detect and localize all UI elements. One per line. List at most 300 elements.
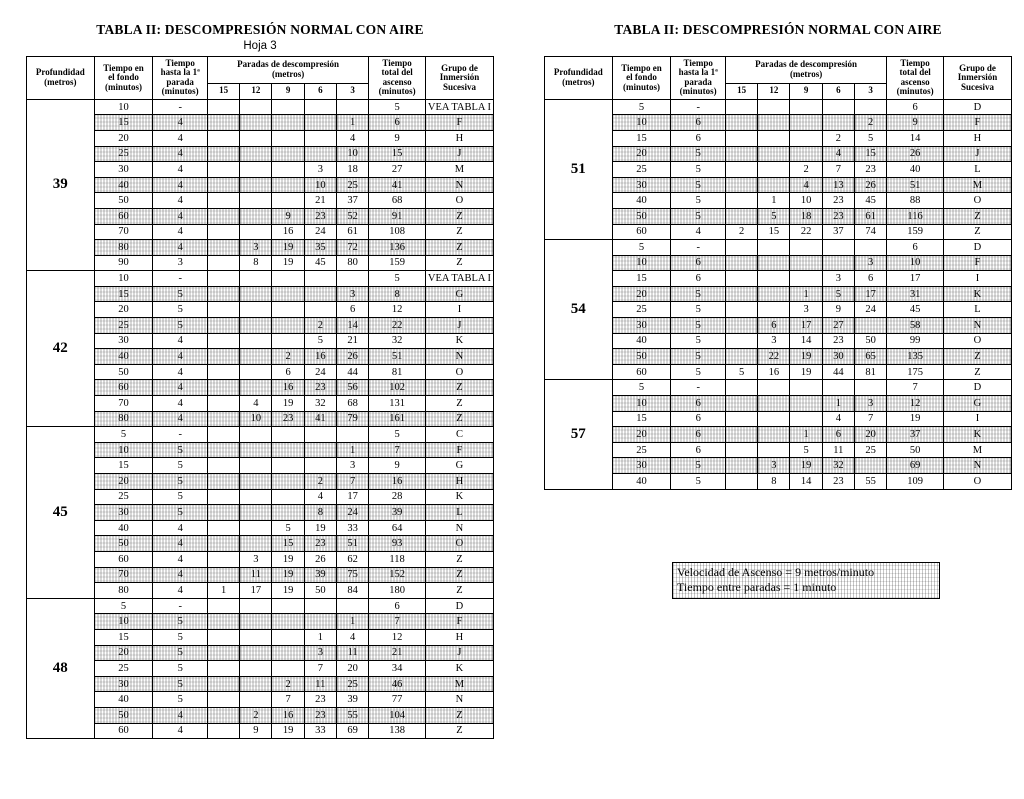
cell-stop-15 xyxy=(207,723,239,739)
cell-total-ascent: 88 xyxy=(887,193,944,209)
header-time-to-first-stop: Tiempo hasta la 1ª parada (minutos) xyxy=(671,57,726,100)
header-stop-9: 9 xyxy=(790,83,822,99)
cell-bottom-time: 25 xyxy=(612,442,671,458)
cell-stop-6 xyxy=(304,458,336,474)
cell-stop-12 xyxy=(240,629,272,645)
cell-stop-3: 6 xyxy=(855,271,887,287)
cell-stop-9: 22 xyxy=(790,224,822,240)
table-row xyxy=(545,146,1012,162)
cell-time-to-first-stop: 5 xyxy=(153,692,208,708)
cell-bottom-time: 80 xyxy=(94,583,153,599)
cell-stop-15 xyxy=(207,614,239,630)
cell-stop-12 xyxy=(240,130,272,146)
cell-stop-9 xyxy=(272,645,304,661)
cell-total-ascent: 10 xyxy=(887,255,944,271)
cell-stop-15 xyxy=(725,208,757,224)
cell-stop-6: 2 xyxy=(822,130,854,146)
cell-bottom-time: 50 xyxy=(94,707,153,723)
cell-repetitive-group: I xyxy=(943,271,1011,287)
right-title-spacer xyxy=(544,40,1012,56)
cell-stop-12 xyxy=(758,380,790,396)
cell-bottom-time: 10 xyxy=(94,614,153,630)
table-row xyxy=(545,396,1012,412)
cell-stop-6: 10 xyxy=(304,177,336,193)
header-row-1 xyxy=(545,57,1012,84)
cell-stop-6: 2 xyxy=(304,318,336,334)
cell-bottom-time: 25 xyxy=(612,162,671,178)
cell-stop-9 xyxy=(272,302,304,318)
cell-time-to-first-stop: 5 xyxy=(153,645,208,661)
cell-stop-15 xyxy=(725,193,757,209)
table-row xyxy=(27,286,494,302)
table-row xyxy=(545,302,1012,318)
cell-bottom-time: 60 xyxy=(94,208,153,224)
cell-stop-9 xyxy=(272,333,304,349)
cell-stop-15: 1 xyxy=(207,583,239,599)
table-row xyxy=(27,645,494,661)
cell-stop-6: 23 xyxy=(304,536,336,552)
cell-stop-9: 16 xyxy=(272,380,304,396)
cell-stop-6 xyxy=(304,146,336,162)
cell-stop-9: 2 xyxy=(790,162,822,178)
table-row xyxy=(27,629,494,645)
cell-bottom-time: 50 xyxy=(94,536,153,552)
table-row xyxy=(27,723,494,739)
cell-stop-3: 79 xyxy=(337,411,369,427)
cell-time-to-first-stop: 6 xyxy=(671,271,726,287)
cell-stop-15 xyxy=(207,208,239,224)
cell-stop-6: 24 xyxy=(304,364,336,380)
cell-total-ascent: 12 xyxy=(369,629,426,645)
cell-stop-15 xyxy=(207,302,239,318)
cell-time-to-first-stop: 4 xyxy=(153,364,208,380)
header-stop-15: 15 xyxy=(207,83,239,99)
cell-bottom-time: 50 xyxy=(94,364,153,380)
cell-stop-15 xyxy=(207,286,239,302)
cell-total-ascent: 159 xyxy=(887,224,944,240)
cell-stop-3: 68 xyxy=(337,396,369,412)
cell-total-ascent: 40 xyxy=(887,162,944,178)
cell-repetitive-group: O xyxy=(425,193,493,209)
cell-depth: 39 xyxy=(27,99,95,271)
table-row xyxy=(545,193,1012,209)
cell-time-to-first-stop: 5 xyxy=(153,318,208,334)
cell-stop-12 xyxy=(240,286,272,302)
cell-time-to-first-stop: 5 xyxy=(671,333,726,349)
header-repetitive-group: Grupo de Inmersión Sucesiva xyxy=(425,57,493,100)
cell-stop-12 xyxy=(758,130,790,146)
cell-time-to-first-stop: 4 xyxy=(153,380,208,396)
cell-stop-6 xyxy=(822,240,854,256)
cell-stop-6: 3 xyxy=(304,162,336,178)
cell-stop-3: 7 xyxy=(855,411,887,427)
cell-stop-6: 23 xyxy=(822,208,854,224)
cell-stop-12: 8 xyxy=(240,255,272,271)
header-stop-6: 6 xyxy=(304,83,336,99)
cell-stop-15 xyxy=(207,505,239,521)
cell-stop-6: 4 xyxy=(822,146,854,162)
cell-time-to-first-stop: 4 xyxy=(153,240,208,256)
table-row xyxy=(27,583,494,599)
table-row xyxy=(27,551,494,567)
cell-stop-15 xyxy=(725,442,757,458)
cell-time-to-first-stop: 5 xyxy=(153,442,208,458)
cell-repetitive-group: Z xyxy=(425,567,493,583)
cell-stop-3: 17 xyxy=(337,489,369,505)
cell-stop-6 xyxy=(304,115,336,131)
cell-stop-9: 18 xyxy=(790,208,822,224)
cell-stop-12 xyxy=(758,302,790,318)
cell-stop-6: 9 xyxy=(822,302,854,318)
cell-stop-9 xyxy=(790,146,822,162)
cell-depth: 48 xyxy=(27,598,95,738)
table-row xyxy=(27,349,494,365)
cell-stop-6: 39 xyxy=(304,567,336,583)
cell-time-to-first-stop: 5 xyxy=(671,349,726,365)
cell-stop-15 xyxy=(207,567,239,583)
table-row xyxy=(27,115,494,131)
cell-repetitive-group: Z xyxy=(425,411,493,427)
table-row xyxy=(27,676,494,692)
cell-bottom-time: 25 xyxy=(612,302,671,318)
cell-bottom-time: 20 xyxy=(94,474,153,490)
cell-stop-9 xyxy=(790,411,822,427)
cell-repetitive-group: D xyxy=(943,240,1011,256)
cell-stop-15 xyxy=(725,162,757,178)
cell-repetitive-group: M xyxy=(943,442,1011,458)
cell-total-ascent: 19 xyxy=(887,411,944,427)
cell-stop-15 xyxy=(207,333,239,349)
cell-total-ascent: 180 xyxy=(369,583,426,599)
cell-total-ascent: 64 xyxy=(369,520,426,536)
cell-stop-12: 2 xyxy=(240,707,272,723)
cell-bottom-time: 30 xyxy=(94,505,153,521)
cell-total-ascent: 9 xyxy=(369,130,426,146)
cell-stop-15 xyxy=(207,99,239,115)
cell-total-ascent: 5 xyxy=(369,427,426,443)
cell-stop-9: 19 xyxy=(790,349,822,365)
header-depth: Profundidad (metros) xyxy=(545,57,613,100)
cell-stop-9 xyxy=(272,115,304,131)
cell-stop-3 xyxy=(855,318,887,334)
cell-bottom-time: 25 xyxy=(94,318,153,334)
cell-stop-6: 23 xyxy=(304,208,336,224)
cell-stop-6: 16 xyxy=(304,349,336,365)
cell-time-to-first-stop: - xyxy=(153,271,208,287)
cell-stop-12: 4 xyxy=(240,396,272,412)
table-row xyxy=(27,489,494,505)
cell-stop-12 xyxy=(240,676,272,692)
table-row xyxy=(27,318,494,334)
cell-stop-12 xyxy=(240,193,272,209)
cell-stop-3: 75 xyxy=(337,567,369,583)
cell-bottom-time: 5 xyxy=(612,99,671,115)
cell-total-ascent: 6 xyxy=(887,99,944,115)
cell-repetitive-group: L xyxy=(943,302,1011,318)
cell-repetitive-group: F xyxy=(425,115,493,131)
cell-stop-3: 1 xyxy=(337,115,369,131)
cell-stop-15 xyxy=(207,458,239,474)
cell-repetitive-group: K xyxy=(425,661,493,677)
cell-stop-9 xyxy=(790,380,822,396)
cell-stop-3: 2 xyxy=(855,115,887,131)
cell-stop-15 xyxy=(207,130,239,146)
cell-stop-3: 80 xyxy=(337,255,369,271)
table-row xyxy=(545,224,1012,240)
cell-bottom-time: 15 xyxy=(94,458,153,474)
cell-stop-12 xyxy=(240,162,272,178)
cell-stop-3: 23 xyxy=(855,162,887,178)
cell-repetitive-group: M xyxy=(425,162,493,178)
cell-total-ascent: 34 xyxy=(369,661,426,677)
table-row xyxy=(545,286,1012,302)
cell-stop-15 xyxy=(207,427,239,443)
cell-stop-15 xyxy=(725,349,757,365)
left-table-subtitle: Hoja 3 xyxy=(243,40,277,52)
cell-stop-12: 17 xyxy=(240,583,272,599)
cell-stop-9: 16 xyxy=(272,707,304,723)
cell-time-to-first-stop: - xyxy=(671,380,726,396)
cell-stop-15 xyxy=(207,396,239,412)
cell-stop-15 xyxy=(207,162,239,178)
cell-depth: 57 xyxy=(545,380,613,489)
cell-bottom-time: 30 xyxy=(612,458,671,474)
cell-stop-9 xyxy=(272,99,304,115)
cell-bottom-time: 30 xyxy=(612,318,671,334)
left-table-panel xyxy=(26,22,494,739)
cell-stop-9 xyxy=(272,427,304,443)
cell-time-to-first-stop: 6 xyxy=(671,411,726,427)
cell-stop-3: 3 xyxy=(337,458,369,474)
cell-total-ascent: 99 xyxy=(887,333,944,349)
cell-total-ascent: 51 xyxy=(369,349,426,365)
cell-stop-9 xyxy=(790,271,822,287)
cell-bottom-time: 90 xyxy=(94,255,153,271)
cell-time-to-first-stop: 5 xyxy=(671,458,726,474)
cell-time-to-first-stop: 6 xyxy=(671,255,726,271)
cell-stop-6 xyxy=(304,99,336,115)
cell-stop-12 xyxy=(240,505,272,521)
cell-stop-12 xyxy=(758,177,790,193)
cell-stop-12: 3 xyxy=(240,240,272,256)
cell-stop-12: 5 xyxy=(758,208,790,224)
cell-stop-6: 11 xyxy=(304,676,336,692)
cell-repetitive-group: J xyxy=(425,645,493,661)
cell-repetitive-group: N xyxy=(425,692,493,708)
cell-bottom-time: 5 xyxy=(612,380,671,396)
cell-stop-12: 16 xyxy=(758,364,790,380)
table-row xyxy=(27,99,494,115)
table-row xyxy=(545,333,1012,349)
cell-stop-15 xyxy=(207,551,239,567)
cell-repetitive-group: K xyxy=(425,489,493,505)
cell-repetitive-group: L xyxy=(943,162,1011,178)
cell-stop-3: 37 xyxy=(337,193,369,209)
cell-stop-6 xyxy=(304,614,336,630)
cell-bottom-time: 80 xyxy=(94,240,153,256)
cell-stop-3: 52 xyxy=(337,208,369,224)
cell-stop-12 xyxy=(240,645,272,661)
cell-total-ascent: 14 xyxy=(887,130,944,146)
cell-bottom-time: 5 xyxy=(94,427,153,443)
cell-bottom-time: 10 xyxy=(612,115,671,131)
table-row xyxy=(27,146,494,162)
cell-stop-3: 62 xyxy=(337,551,369,567)
cell-stop-9: 1 xyxy=(790,427,822,443)
cell-time-to-first-stop: 5 xyxy=(153,489,208,505)
cell-repetitive-group: M xyxy=(943,177,1011,193)
cell-stop-9 xyxy=(790,130,822,146)
header-stops: Paradas de descompresión (metros) xyxy=(725,57,886,84)
cell-stop-12 xyxy=(240,208,272,224)
cell-stop-9: 4 xyxy=(790,177,822,193)
cell-repetitive-group: Z xyxy=(425,240,493,256)
cell-total-ascent: 6 xyxy=(369,115,426,131)
cell-repetitive-group: VEA TABLA I xyxy=(425,271,493,287)
cell-total-ascent: 58 xyxy=(887,318,944,334)
cell-stop-3: 3 xyxy=(337,286,369,302)
cell-stop-3: 24 xyxy=(855,302,887,318)
left-table-title: TABLA II: DESCOMPRESIÓN NORMAL CON AIRE xyxy=(96,22,424,37)
cell-stop-9: 10 xyxy=(790,193,822,209)
cell-time-to-first-stop: 4 xyxy=(153,411,208,427)
table-row xyxy=(545,442,1012,458)
table-row xyxy=(27,598,494,614)
cell-time-to-first-stop: - xyxy=(153,598,208,614)
cell-stop-6: 23 xyxy=(304,692,336,708)
cell-total-ascent: 12 xyxy=(887,396,944,412)
cell-stop-15 xyxy=(207,271,239,287)
cell-depth: 42 xyxy=(27,271,95,427)
cell-repetitive-group: H xyxy=(425,130,493,146)
table-row xyxy=(545,115,1012,131)
table-row xyxy=(27,411,494,427)
note-ascent-speed: Velocidad de Ascenso = 9 metros/minuto xyxy=(677,565,875,579)
cell-repetitive-group: N xyxy=(943,458,1011,474)
table-row xyxy=(545,162,1012,178)
cell-total-ascent: 9 xyxy=(369,458,426,474)
cell-stop-3: 84 xyxy=(337,583,369,599)
cell-total-ascent: 7 xyxy=(369,614,426,630)
cell-stop-9 xyxy=(272,177,304,193)
cell-stop-9: 19 xyxy=(272,255,304,271)
cell-bottom-time: 15 xyxy=(94,115,153,131)
cell-repetitive-group: N xyxy=(425,177,493,193)
cell-stop-9 xyxy=(790,240,822,256)
cell-stop-15 xyxy=(207,692,239,708)
table-row xyxy=(27,364,494,380)
cell-total-ascent: 39 xyxy=(369,505,426,521)
cell-repetitive-group: O xyxy=(425,536,493,552)
cell-stop-15 xyxy=(725,427,757,443)
cell-bottom-time: 60 xyxy=(612,224,671,240)
cell-stop-3: 25 xyxy=(337,676,369,692)
cell-time-to-first-stop: 6 xyxy=(671,130,726,146)
cell-stop-12 xyxy=(240,333,272,349)
cell-stop-12 xyxy=(240,458,272,474)
cell-stop-6: 3 xyxy=(822,271,854,287)
cell-stop-6: 6 xyxy=(822,427,854,443)
cell-repetitive-group: O xyxy=(943,193,1011,209)
cell-stop-6: 44 xyxy=(822,364,854,380)
cell-stop-6: 19 xyxy=(304,520,336,536)
cell-bottom-time: 50 xyxy=(94,193,153,209)
cell-stop-12 xyxy=(758,99,790,115)
cell-repetitive-group: D xyxy=(943,99,1011,115)
cell-time-to-first-stop: 5 xyxy=(153,302,208,318)
cell-stop-12 xyxy=(240,224,272,240)
cell-stop-12 xyxy=(758,240,790,256)
cell-time-to-first-stop: 4 xyxy=(153,723,208,739)
cell-bottom-time: 30 xyxy=(94,162,153,178)
header-total-ascent: Tiempo total del ascenso (minutos) xyxy=(369,57,426,100)
cell-time-to-first-stop: 4 xyxy=(153,224,208,240)
cell-stop-12 xyxy=(758,115,790,131)
cell-stop-15 xyxy=(725,474,757,490)
cell-total-ascent: 15 xyxy=(369,146,426,162)
cell-stop-15 xyxy=(207,255,239,271)
cell-stop-9: 14 xyxy=(790,474,822,490)
cell-repetitive-group: N xyxy=(425,520,493,536)
cell-stop-9: 1 xyxy=(790,286,822,302)
cell-time-to-first-stop: 4 xyxy=(153,208,208,224)
cell-stop-6: 23 xyxy=(822,193,854,209)
cell-time-to-first-stop: 4 xyxy=(671,224,726,240)
cell-bottom-time: 80 xyxy=(94,411,153,427)
cell-stop-6: 23 xyxy=(304,380,336,396)
cell-stop-9 xyxy=(790,99,822,115)
cell-stop-12 xyxy=(758,411,790,427)
cell-stop-6 xyxy=(304,130,336,146)
cell-time-to-first-stop: 5 xyxy=(153,286,208,302)
cell-repetitive-group: K xyxy=(425,333,493,349)
cell-time-to-first-stop: 4 xyxy=(153,536,208,552)
cell-time-to-first-stop: 4 xyxy=(153,583,208,599)
cell-bottom-time: 25 xyxy=(94,489,153,505)
table-row xyxy=(27,193,494,209)
ascent-rate-note xyxy=(672,562,940,599)
cell-stop-15: 2 xyxy=(725,224,757,240)
cell-time-to-first-stop: - xyxy=(153,99,208,115)
cell-repetitive-group: Z xyxy=(425,723,493,739)
cell-stop-6 xyxy=(822,380,854,396)
table-row xyxy=(27,271,494,287)
cell-stop-12 xyxy=(240,364,272,380)
cell-bottom-time: 40 xyxy=(94,692,153,708)
table-body-left xyxy=(27,99,494,738)
cell-time-to-first-stop: 4 xyxy=(153,193,208,209)
cell-total-ascent: 41 xyxy=(369,177,426,193)
cell-stop-3: 65 xyxy=(855,349,887,365)
cell-total-ascent: 45 xyxy=(887,302,944,318)
table-header-left xyxy=(27,57,494,100)
cell-total-ascent: 16 xyxy=(369,474,426,490)
cell-stop-6 xyxy=(822,99,854,115)
cell-total-ascent: 8 xyxy=(369,286,426,302)
cell-bottom-time: 15 xyxy=(94,286,153,302)
cell-stop-9 xyxy=(272,271,304,287)
header-row-1 xyxy=(27,57,494,84)
cell-total-ascent: 93 xyxy=(369,536,426,552)
cell-stop-3 xyxy=(337,427,369,443)
cell-stop-12 xyxy=(240,271,272,287)
cell-total-ascent: 102 xyxy=(369,380,426,396)
table-row xyxy=(27,474,494,490)
cell-stop-12: 15 xyxy=(758,224,790,240)
cell-stop-9: 19 xyxy=(272,396,304,412)
cell-stop-9 xyxy=(272,442,304,458)
cell-total-ascent: 22 xyxy=(369,318,426,334)
